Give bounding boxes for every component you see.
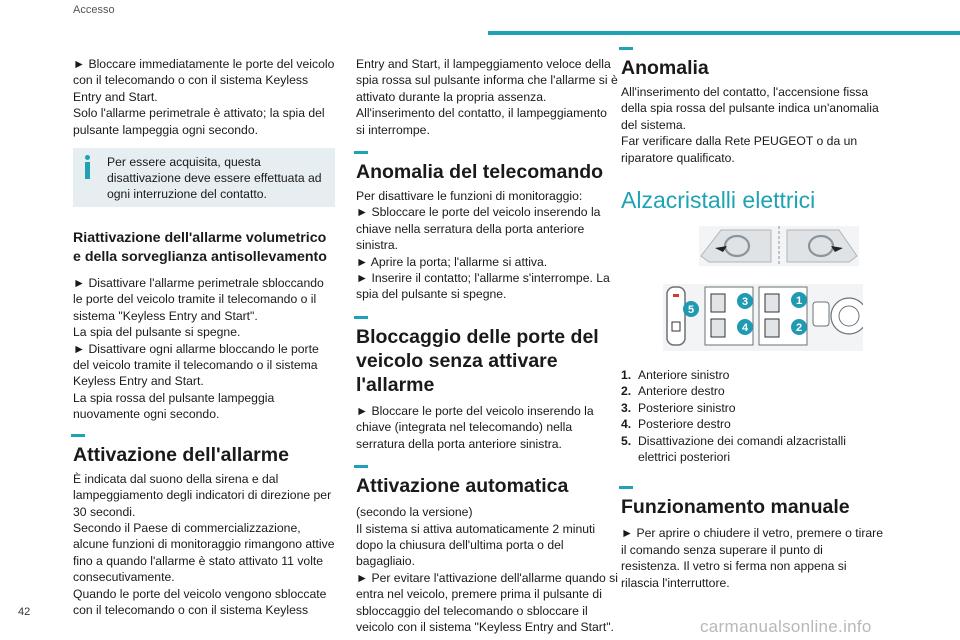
column-1	[73, 56, 335, 618]
callout-2-label: 2	[795, 322, 803, 335]
header-accent-bar	[488, 31, 960, 35]
paragraph: Entry and Start, il lampeggiamento veloce della spia rossa sul pulsante informa che l'allarme si è attivato durante la propria assenza.	[356, 57, 618, 104]
list-item: 3. Posteriore sinistro	[621, 400, 736, 415]
watermark: carmanualsonline.info	[700, 617, 872, 636]
list-item: 1. Anteriore sinistro	[621, 368, 730, 383]
paragraph: Solo l'allarme perimetrale è attivato; la spia del pulsante lampeggia ogni secondo.	[73, 106, 325, 137]
warning-led-icon	[673, 294, 679, 297]
window-switch-rear-left	[711, 294, 725, 312]
heading-attivazione: Attivazione dell'allarme	[73, 443, 335, 467]
paragraph: ► Aprire la porta; l'allarme si attiva.	[356, 254, 548, 269]
heading-attivazione-automatica: Attivazione automatica	[356, 474, 618, 498]
column-3	[621, 56, 883, 591]
window-controls-illustration	[663, 226, 863, 351]
paragraph: ► Bloccare le porte del veicolo inserendo la chiave (integrata nel telecomando) nella serratura della porta anteriore sinistra.	[356, 403, 594, 451]
paragraph: ► Disattivare ogni allarme bloccando le porte del veicolo tramite il telecomando o il sistema Keyless Entry and Start.	[73, 341, 319, 389]
paragraph: ► Inserire il contatto; l'allarme s'interrompe. La spia del pulsante si spegne.	[356, 271, 610, 302]
callout-3-label: 3	[741, 296, 749, 309]
heading-funzionamento-manuale: Funzionamento manuale	[621, 495, 883, 519]
callout-1-label: 1	[795, 295, 803, 308]
heading-anomalia: Anomalia	[621, 56, 883, 80]
list-item: 4. Posteriore destro	[621, 417, 731, 432]
info-icon	[85, 155, 91, 179]
subheading-riattivazione: Riattivazione dell'allarme volumetrico e della sorveglianza antisollevamento	[73, 230, 327, 266]
note-text: Per essere acquisita, questa disattivazione deve essere effettuata ad ogni interruzione del contatto.	[107, 155, 322, 202]
paragraph: (secondo la versione)	[356, 505, 473, 520]
callout-4-label: 4	[741, 322, 749, 335]
info-note	[73, 148, 335, 207]
paragraph: ► Per aprire o chiudere il vetro, premere o tirare il comando senza superare il punto di resistenza. Il vetro si ferma non appena si rilascia l'interruttore.	[621, 526, 884, 590]
paragraph: ► Per evitare l'attivazione dell'allarme quando si entra nel veicolo, premere prima il pulsante di sbloccaggio del telecomando o sbloccare il veicolo con il sistema "Keyless Entry and Start".	[356, 570, 618, 634]
paragraph: ► Sbloccare le porte del veicolo inserendo la chiave nella serratura della porta anteriore sinistra.	[356, 205, 601, 253]
mirror-joystick-icon	[831, 298, 863, 334]
list-item: 5. Disattivazione dei comandi alzacristalli elettrici posteriori	[621, 433, 846, 465]
window-switch-front-left	[765, 294, 779, 312]
window-controls-figure	[663, 226, 863, 351]
paragraph: La spia rossa del pulsante lampeggia nuovamente ogni secondo.	[73, 390, 275, 422]
paragraph: La spia del pulsante si spegne.	[73, 325, 241, 340]
paragraph: All'inserimento del contatto, il lampeggiamento si interrompe.	[356, 106, 607, 137]
window-switch-rear-right	[711, 319, 725, 337]
paragraph: Secondo il Paese di commercializzazione, alcune funzioni di monitoraggio rimangono attive fino a quando l'allarme è stato attivato 11 volte consecutivamente.	[73, 520, 335, 585]
page-number: 42	[18, 606, 31, 618]
paragraph: Far verificare dalla Rete PEUGEOT o da un riparatore qualificato.	[621, 134, 858, 165]
heading-anomalia-telecomando: Anomalia del telecomando	[356, 160, 618, 184]
paragraph: È indicata dal suono della sirena e dal lampeggiamento degli indicatori di direzione per 30 secondi.	[73, 471, 332, 519]
paragraph: Quando le porte del veicolo vengono sbloccate con il telecomando o con il sistema Keyless	[73, 586, 327, 617]
heading-bloccaggio: Bloccaggio delle porte del veicolo senza attivare l'allarme	[356, 325, 618, 397]
window-switch-front-right	[765, 319, 779, 337]
list-item: 2. Anteriore destro	[621, 384, 725, 399]
paragraph: ► Bloccare immediatamente le porte del veicolo con il telecomando o con il sistema Keyless Entry and Start.	[73, 57, 335, 104]
callout-5-label: 5	[687, 304, 695, 317]
paragraph: All'inserimento del contatto, l'accensione fissa della spia rossa del pulsante indica un'anomalia del sistema.	[621, 85, 879, 132]
column-2	[356, 56, 618, 635]
paragraph: Il sistema si attiva automaticamente 2 minuti dopo la chiusura dell'ultima porta o del bagagliaio.	[356, 521, 596, 569]
window-legend-list	[621, 367, 883, 465]
section-title-alzacristalli: Alzacristalli elettrici	[621, 187, 816, 214]
paragraph: ► Disattivare l'allarme perimetrale sbloccando le porte del veicolo tramite il telecomando o il sistema "Keyless Entry and Start".	[73, 276, 324, 323]
section-header: Accesso	[73, 4, 115, 16]
paragraph: Per disattivare le funzioni di monitoraggio:	[356, 189, 583, 204]
mirror-switch	[813, 302, 829, 326]
